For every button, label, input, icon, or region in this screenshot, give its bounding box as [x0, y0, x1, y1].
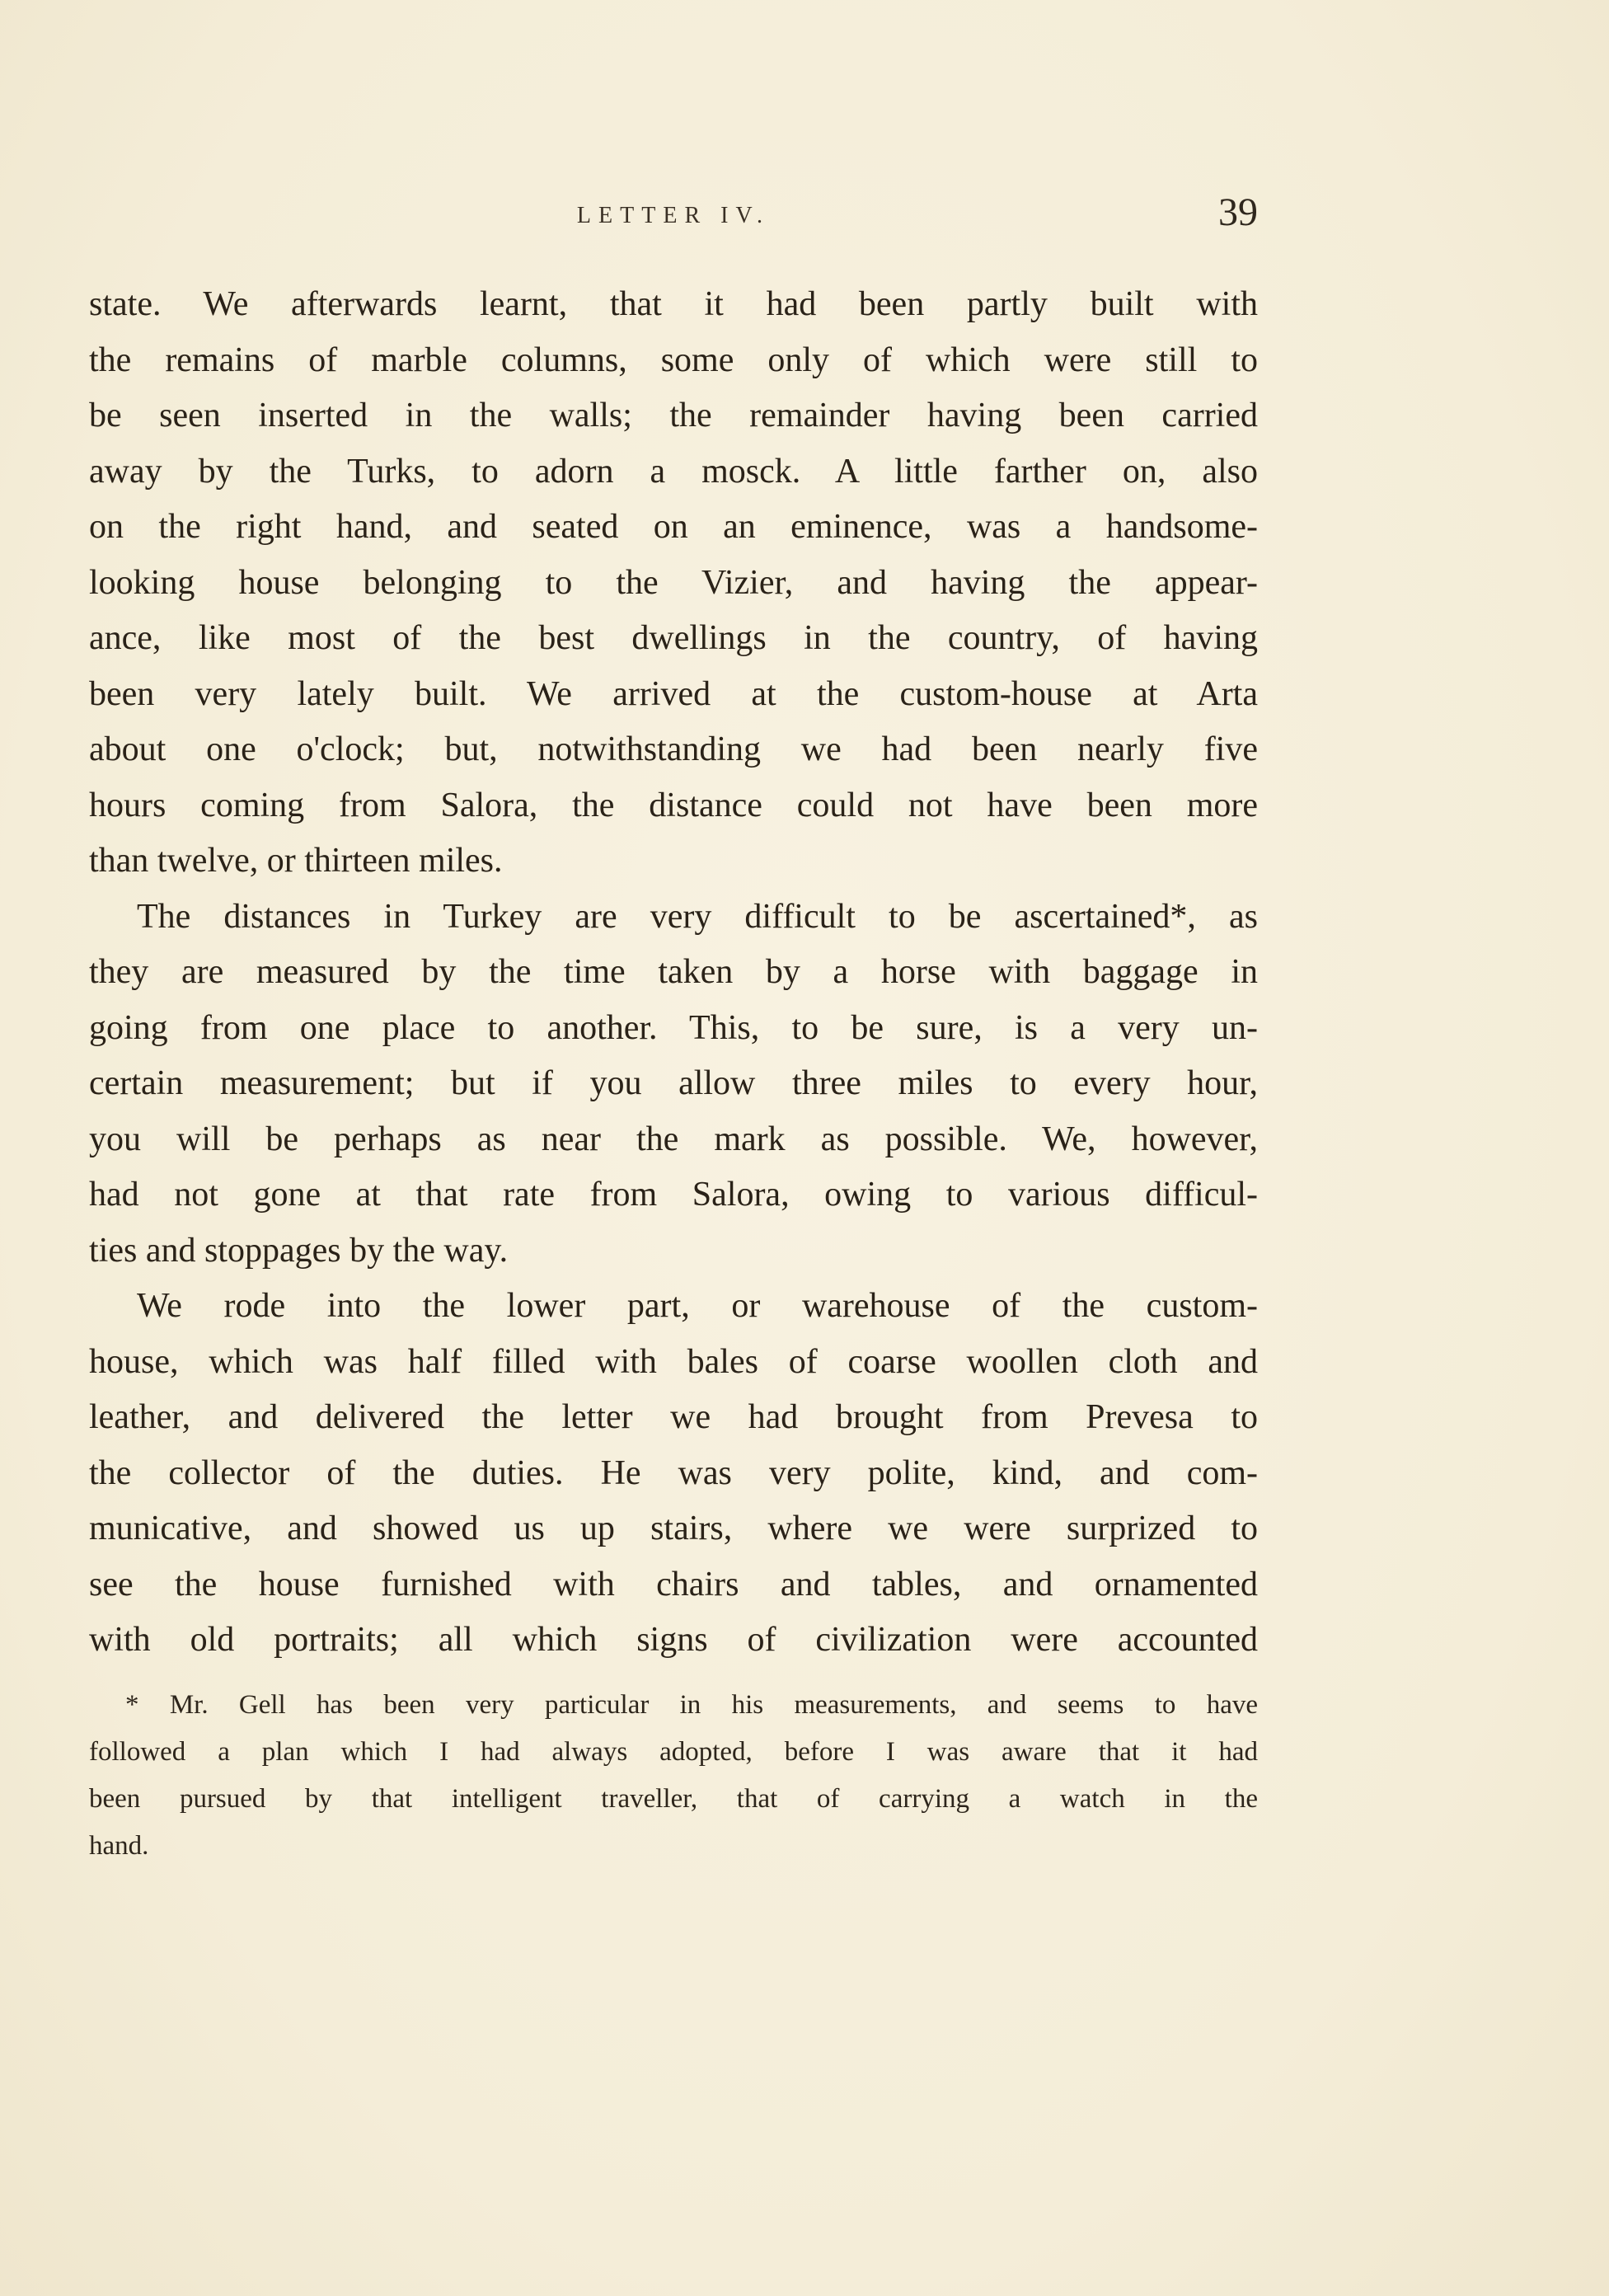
running-head [89, 190, 1258, 247]
text-line: had not gone at that rate from Salora, owing to various difficul- [89, 1176, 1258, 1214]
text-line: on the right hand, and seated on an eminence, was a handsome- [89, 508, 1258, 546]
footnote-line: been pursued by that intelligent traveller, that of carrying a watch in the [89, 1784, 1258, 1814]
text-line: with old portraits; all which signs of civilization were accounted [89, 1621, 1258, 1659]
text-line: house, which was half filled with bales of coarse woollen cloth and [89, 1342, 1258, 1381]
paragraph-start-line: The distances in Turkey are very difficult to be ascertained*, as [137, 897, 1258, 936]
text-line: looking house belonging to the Vizier, and having the appear- [89, 563, 1258, 602]
text-line: about one o'clock; but, notwithstanding we had been nearly five [89, 730, 1258, 768]
text-line: ance, like most of the best dwellings in the country, of having [89, 619, 1258, 657]
text-line: state. We afterwards learnt, that it had been partly built with [89, 285, 1258, 323]
page-number: 39 [1218, 190, 1258, 234]
text-line: leather, and delivered the letter we had brought from Prevesa to [89, 1398, 1258, 1436]
text-line: hours coming from Salora, the distance could not have been more [89, 786, 1258, 824]
text-line: certain measurement; but if you allow three miles to every hour, [89, 1064, 1258, 1102]
footnote-line: hand. [89, 1831, 149, 1861]
footnote [89, 1682, 1258, 1870]
text-line: the remains of marble columns, some only of which were still to [89, 340, 1258, 379]
paragraph-start-line: We rode into the lower part, or warehouse of the custom- [137, 1287, 1258, 1325]
footnote-line: followed a plan which I had always adopted, before I was aware that it had [89, 1737, 1258, 1767]
text-line: be seen inserted in the walls; the remainder having been carried [89, 397, 1258, 434]
text-line: away by the Turks, to adorn a mosck. A little farther on, also [89, 452, 1258, 491]
text-line: see the house furnished with chairs and tables, and ornamented [89, 1565, 1258, 1603]
text-line: than twelve, or thirteen miles. [89, 842, 503, 880]
running-head-title: LETTER IV. [576, 203, 771, 228]
footnote-line: * Mr. Gell has been very particular in his measurements, and seems to have [125, 1690, 1258, 1720]
text-line: you will be perhaps as near the mark as possible. We, however, [89, 1120, 1258, 1158]
text-line: municative, and showed us up stairs, where we were surprized to [89, 1510, 1258, 1547]
text-line: going from one place to another. This, to be sure, is a very un- [89, 1008, 1258, 1047]
body-text [89, 277, 1258, 1669]
text-line: been very lately built. We arrived at the custom-house at Arta [89, 674, 1258, 713]
text-line: the collector of the duties. He was very polite, kind, and com- [89, 1453, 1258, 1492]
text-line: ties and stoppages by the way. [89, 1231, 509, 1270]
text-line: they are measured by the time taken by a horse with baggage in [89, 953, 1258, 991]
